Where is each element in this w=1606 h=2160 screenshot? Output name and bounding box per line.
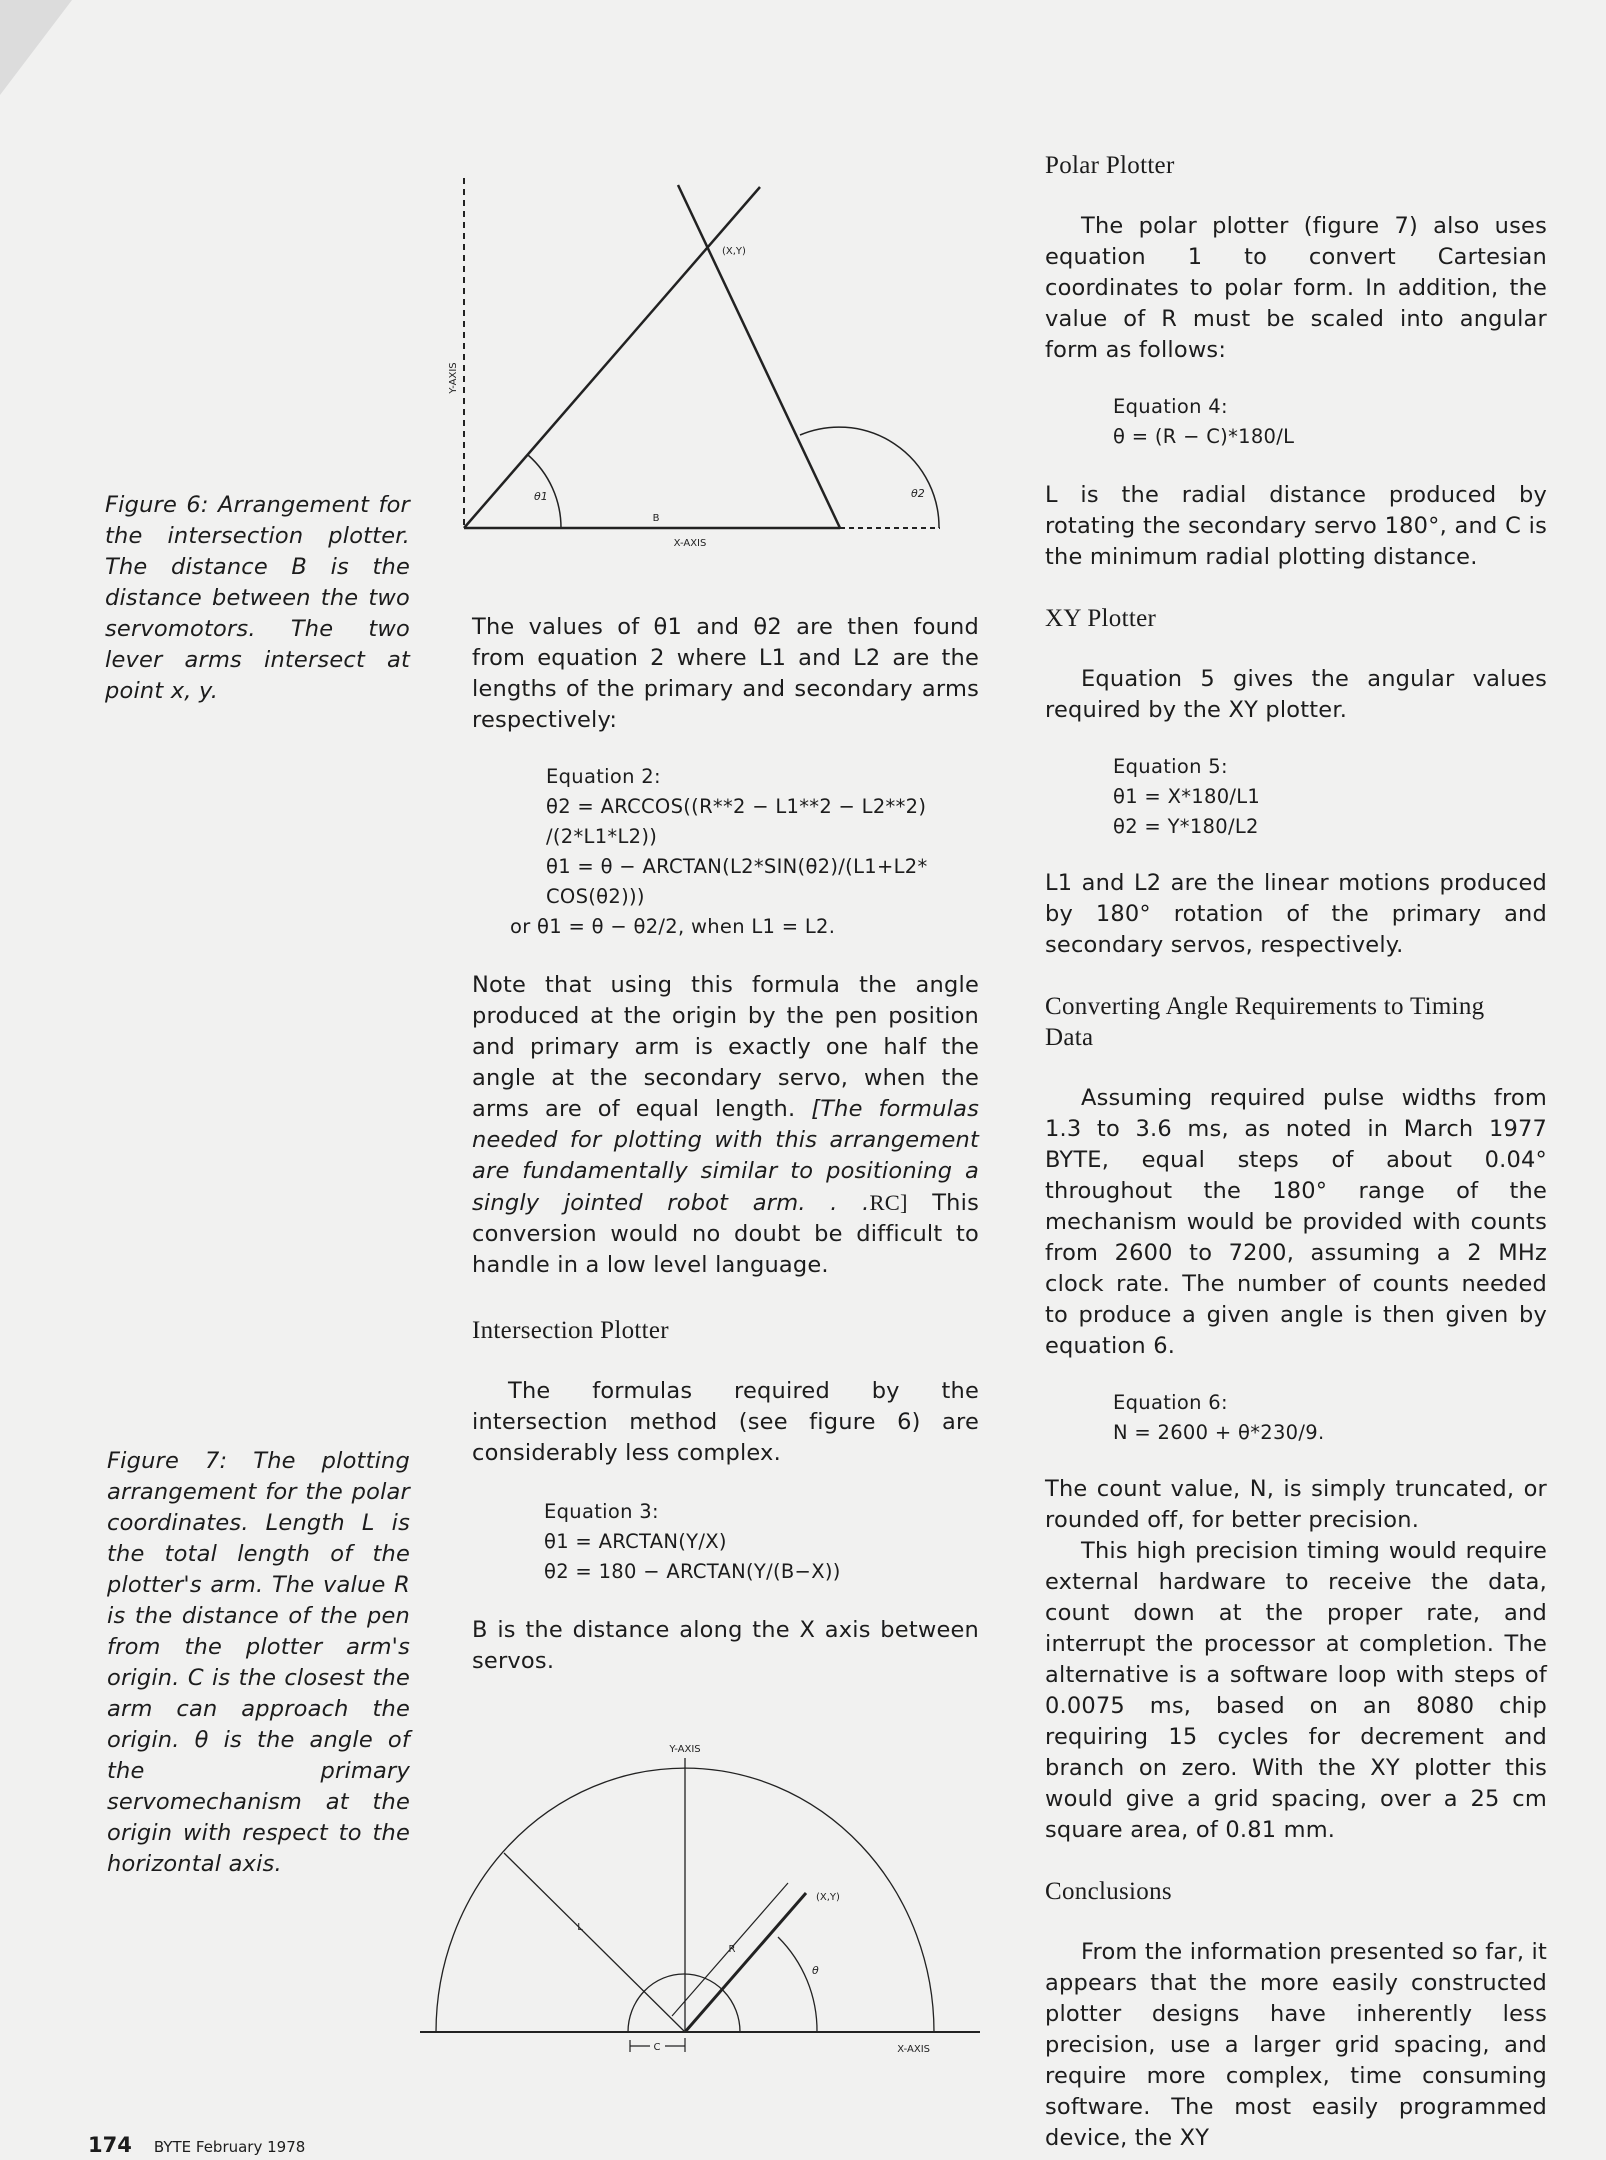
c-label: C <box>653 2042 661 2053</box>
point-xy-label: (X,Y) <box>722 246 746 257</box>
equation-5-title: Equation 5: <box>1113 755 1228 778</box>
figure-6-caption-text: Figure 6: Arrangement for the intersection plotter. The distance B is the distance between the two servomotors. The two lever arms intersect at point x, y. <box>105 492 410 704</box>
paragraph-l1-l2: L1 and L2 are the linear motions produced by 180° rotation of the primary and secondary servos, respectively. <box>1045 870 1547 958</box>
equation-6 <box>1113 1388 1547 1448</box>
middle-column <box>472 612 979 1677</box>
pen-arm-line <box>685 1893 806 2032</box>
equation-2 <box>510 762 979 942</box>
equation-2-line: /(2*L1*L2)) <box>546 825 658 848</box>
right-column <box>1045 150 1547 2154</box>
heading-conclusions: Conclusions <box>1045 1878 1172 1905</box>
publication-info: BYTE February 1978 <box>153 2138 306 2156</box>
theta1-label: θ1 <box>534 490 548 503</box>
paragraph-count-value: The count value, N, is simply truncated, or rounded off, for better precision. <box>1045 1476 1547 1533</box>
paragraph-timing: Assuming required pulse widths from 1.3 to 3.6 ms, as noted in March 1977 BYTE, equal steps of about 0.04° throughout the 180° range of the mechanism would be provided with counts from 2600 to 7200, assuming a 2 MHz clock rate. The number of counts needed to produce a given angle is then given by equation 6. <box>1045 1085 1547 1359</box>
equation-2-line: or θ1 = θ − θ2/2, when L1 = L2. <box>510 915 836 938</box>
figure-7-caption <box>107 1446 410 1880</box>
theta2-label: θ2 <box>911 487 925 500</box>
paragraph-polar: The polar plotter (figure 7) also uses equation 1 to convert Cartesian coordinates to polar form. In addition, the value of R must be scaled into angular form as follows: <box>1045 213 1547 363</box>
paragraph-l-definition: L is the radial distance produced by rotating the secondary servo 180°, and C is the minimum radial plotting distance. <box>1045 482 1547 570</box>
page-footer <box>88 2133 305 2157</box>
editor-note-italic: [The formulas needed for plotting with this arrangement are fundamentally similar to positioning a singly jointed robot arm. . . <box>472 1096 979 1216</box>
page-number: 174 <box>88 2133 132 2157</box>
paragraph-conclusions: From the information presented so far, it appears that the more easily constructed plotter designs have inherently less precision, use a larger grid spacing, and require more complex, time consuming software. The most easily programmed device, the XY <box>1045 1939 1547 2151</box>
equation-3-title: Equation 3: <box>544 1500 659 1523</box>
b-distance-label: B <box>652 513 660 524</box>
paragraph-precision-timing: This high precision timing would require external hardware to receive the data, count down at the proper rate, and interrupt the processor at completion. The alternative is a software loop with steps of 0.0075 ms, based on an 8080 chip requiring 15 cycles for decrement and branch on zero. With the XY plotter this would give a grid spacing, over a 25 cm square area, of 0.81 mm. <box>1045 1538 1547 1843</box>
theta-arc <box>778 1937 817 2032</box>
paragraph-b-distance: B is the distance along the X axis between servos. <box>472 1617 979 1674</box>
l-label: L <box>577 1922 583 1933</box>
equation-2-line: COS(θ2))) <box>546 885 645 908</box>
x-axis-label: X-AXIS <box>897 2044 930 2055</box>
r-label: R <box>728 1944 736 1955</box>
point-xy-label: (X,Y) <box>816 1892 840 1903</box>
theta-label: θ <box>812 1964 819 1977</box>
note-text-end: This conversion would no doubt be difficult to handle in a low level language. <box>472 1190 979 1278</box>
equation-5-line: θ2 = Y*180/L2 <box>1113 815 1259 838</box>
figure-6-caption <box>105 490 410 707</box>
equation-3 <box>544 1497 979 1587</box>
paragraph-xy: Equation 5 gives the angular values required by the XY plotter. <box>1045 666 1547 723</box>
y-axis-label: Y-AXIS <box>448 362 459 394</box>
equation-2-line: θ1 = θ − ARCTAN(L2*SIN(θ2)/(L1+L2* <box>546 855 928 878</box>
figure-7-diagram <box>420 1730 980 2060</box>
theta2-arc <box>800 427 939 528</box>
heading-converting-angle: Converting Angle Requirements to Timing Data <box>1045 993 1485 1051</box>
heading-xy-plotter: XY Plotter <box>1045 605 1157 632</box>
equation-3-line: θ1 = ARCTAN(Y/X) <box>544 1530 727 1553</box>
equation-6-line: N = 2600 + θ*230/9. <box>1113 1421 1325 1444</box>
equation-4-title: Equation 4: <box>1113 395 1228 418</box>
x-axis-label: X-AXIS <box>673 538 707 549</box>
editor-initials: RC] <box>869 1190 908 1215</box>
figure-7-caption-text: Figure 7: The plotting arrangement for the polar coordinates. Length L is the total length of the plotter's arm. The value R is the distance of the pen from the plotter arm's origin. C is the closest the arm can approach the origin. θ is the angle of the primary servomechanism at the origin with respect to the horizontal axis. <box>107 1448 410 1877</box>
equation-5-line: θ1 = X*180/L1 <box>1113 785 1261 808</box>
equation-2-line: θ2 = ARCCOS((R**2 − L1**2 − L2**2) <box>546 795 927 818</box>
equation-3-line: θ2 = 180 − ARCTAN(Y/(B−X)) <box>544 1560 841 1583</box>
secondary-arm-line <box>678 185 840 528</box>
paragraph-equation2-intro: The values of θ1 and θ2 are then found from equation 2 where L1 and L2 are the lengths of the primary and secondary arms respectively: <box>472 614 979 733</box>
arm-length-line <box>504 1853 685 2032</box>
heading-intersection-plotter: Intersection Plotter <box>472 1317 669 1344</box>
primary-arm-line <box>464 187 760 528</box>
equation-6-title: Equation 6: <box>1113 1391 1228 1414</box>
paragraph-note <box>472 970 979 1281</box>
page-corner-shadow <box>0 0 72 95</box>
note-text: Note that using this formula the angle produced at the origin by the pen position and primary arm is exactly one half the angle at the secondary servo, when the arms are of equal length. <box>472 972 979 1122</box>
equation-4 <box>1113 392 1547 452</box>
equation-5 <box>1113 752 1547 842</box>
paragraph-intersection: The formulas required by the intersection method (see figure 6) are considerably less complex. <box>472 1378 979 1466</box>
equation-2-title: Equation 2: <box>546 765 661 788</box>
equation-4-line: θ = (R − C)*180/L <box>1113 425 1295 448</box>
figure-6-diagram <box>440 160 1000 560</box>
y-axis-label: Y-AXIS <box>669 1744 701 1755</box>
heading-polar-plotter: Polar Plotter <box>1045 152 1175 179</box>
